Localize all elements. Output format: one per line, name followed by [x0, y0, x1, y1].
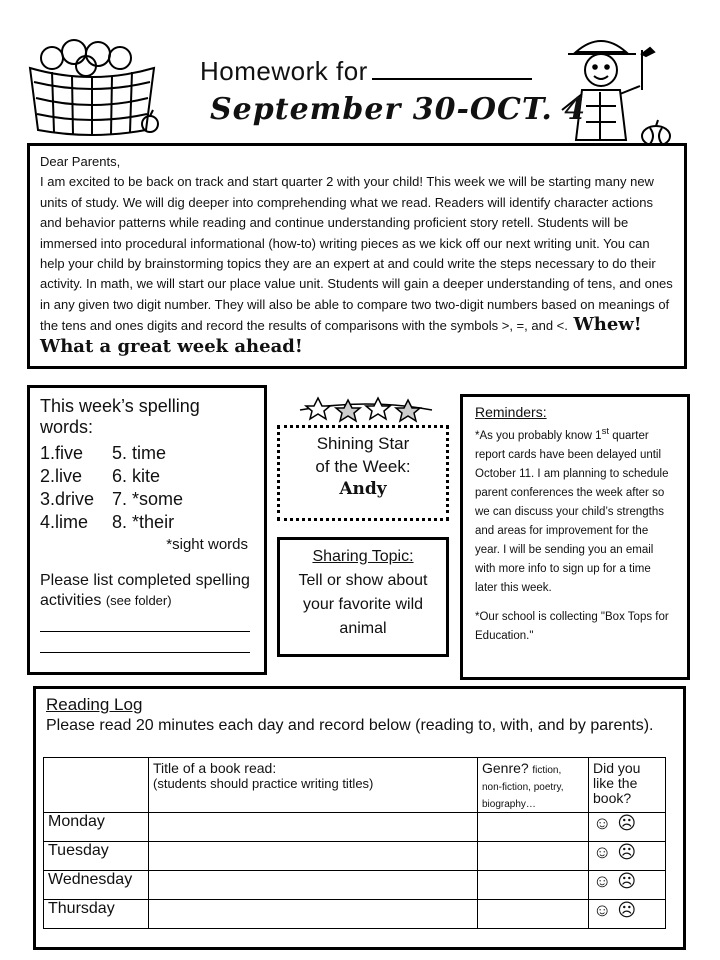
title-cell[interactable]	[149, 900, 478, 929]
name-blank-line	[372, 58, 532, 80]
letter-body: I am excited to be back on track and start quarter 2 with your child! This week we will be starting many new units of study. We will dig deeper into comprehending what we read. Readers will identify character actions and behavior patterns while reading and continue understanding proficient story retell. Students will be immersed into procedural informational (how-to) writing pieces as we kick off our next writing unit. You can help your child by brainstorming topics they are an expert at and could write the steps necessary to do their activity. In math, we will start our place value unit. Students will gain a deeper understanding of tens, and ones in any given two digit number. They will also be able to compare two two-digit numbers based on meanings of the tens and ones digits and record the results of comparisons with the symbols >, =, and <.	[40, 174, 673, 334]
spelling-word: 6. kite	[112, 466, 161, 486]
reminders-box	[460, 394, 690, 680]
shining-star-line2: of the Week:	[315, 457, 411, 476]
letter-closing: Whew! What a great week ahead!	[40, 314, 642, 357]
table-row	[44, 842, 666, 871]
spelling-heading: This week’s spelling words:	[40, 396, 200, 437]
reminders-heading: Reminders:	[475, 404, 547, 420]
day-cell: Tuesday	[44, 842, 149, 871]
genre-cell[interactable]	[478, 842, 589, 871]
reading-log-table	[43, 757, 666, 929]
spelling-word: 7. *some	[112, 489, 184, 509]
parent-letter	[27, 143, 687, 369]
table-header-row	[44, 758, 666, 813]
spelling-word: 3.drive	[40, 489, 95, 509]
title-column-header: Title of a book read: (students should practice writing titles)	[149, 758, 478, 813]
spelling-words-box	[27, 385, 267, 675]
table-row	[44, 871, 666, 900]
apple-basket-illustration	[22, 38, 162, 138]
letter-greeting: Dear Parents,	[40, 154, 121, 169]
answer-line[interactable]	[40, 632, 250, 653]
genre-cell[interactable]	[478, 871, 589, 900]
title-cell[interactable]	[149, 813, 478, 842]
shining-star-line1: Shining Star	[316, 434, 410, 453]
shining-star-name: Andy	[339, 479, 387, 499]
title-cell[interactable]	[149, 842, 478, 871]
smiley-frown-icon[interactable]: ☺☹	[589, 900, 666, 929]
table-row	[44, 900, 666, 929]
spelling-word: 2.live	[40, 466, 83, 486]
reminder-item: *As you probably know 1st quarter report cards have been delayed until October 11. I am planning to schedule parent conferences the week after so we can discuss your child’s strengths and areas for improvement for the year. I will be sending you an email with more info to sign up for a time later this week.	[475, 426, 669, 594]
answer-line[interactable]	[40, 611, 250, 632]
genre-cell[interactable]	[478, 813, 589, 842]
title-cell[interactable]	[149, 871, 478, 900]
spelling-activities-prompt: Please list completed spelling activities (see folder)	[40, 572, 250, 609]
genre-column-header: Genre? fiction, non-fiction, poetry, biography…	[478, 758, 589, 813]
genre-cell[interactable]	[478, 900, 589, 929]
smiley-frown-icon[interactable]: ☺☹	[589, 813, 666, 842]
reading-log-heading: Reading Log	[46, 695, 143, 714]
like-column-header: Did you like the book?	[589, 758, 666, 813]
spelling-word: 5. time	[112, 443, 167, 463]
reminder-item: *Our school is collecting "Box Tops for Education."	[475, 610, 669, 642]
reading-log-intro: Please read 20 minutes each day and record below (reading to, with, and by parents).	[46, 717, 654, 734]
spelling-word: 1.five	[40, 443, 84, 463]
smiley-frown-icon[interactable]: ☺☹	[589, 871, 666, 900]
day-cell: Thursday	[44, 900, 149, 929]
week-dates: September 30-OCT. 4	[210, 92, 587, 127]
table-row	[44, 813, 666, 842]
star-banner-illustration	[296, 396, 436, 424]
spelling-word: 8. *their	[112, 512, 175, 532]
scarecrow-illustration	[556, 30, 676, 150]
smiley-frown-icon[interactable]: ☺☹	[589, 842, 666, 871]
homework-title: Homework for	[200, 56, 532, 87]
answer-line[interactable]	[40, 653, 250, 674]
sharing-text: Tell or show about your favorite wild animal	[298, 572, 428, 637]
day-cell: Wednesday	[44, 871, 149, 900]
spelling-word: 4.lime	[40, 512, 89, 532]
sight-words-note: *sight words	[166, 536, 248, 553]
shining-star-box	[277, 425, 449, 521]
spelling-list	[40, 442, 254, 534]
sharing-topic-box	[277, 537, 449, 657]
sharing-heading: Sharing Topic:	[312, 548, 414, 565]
day-cell: Monday	[44, 813, 149, 842]
day-column-header	[44, 758, 149, 813]
reading-log-box	[33, 686, 686, 950]
